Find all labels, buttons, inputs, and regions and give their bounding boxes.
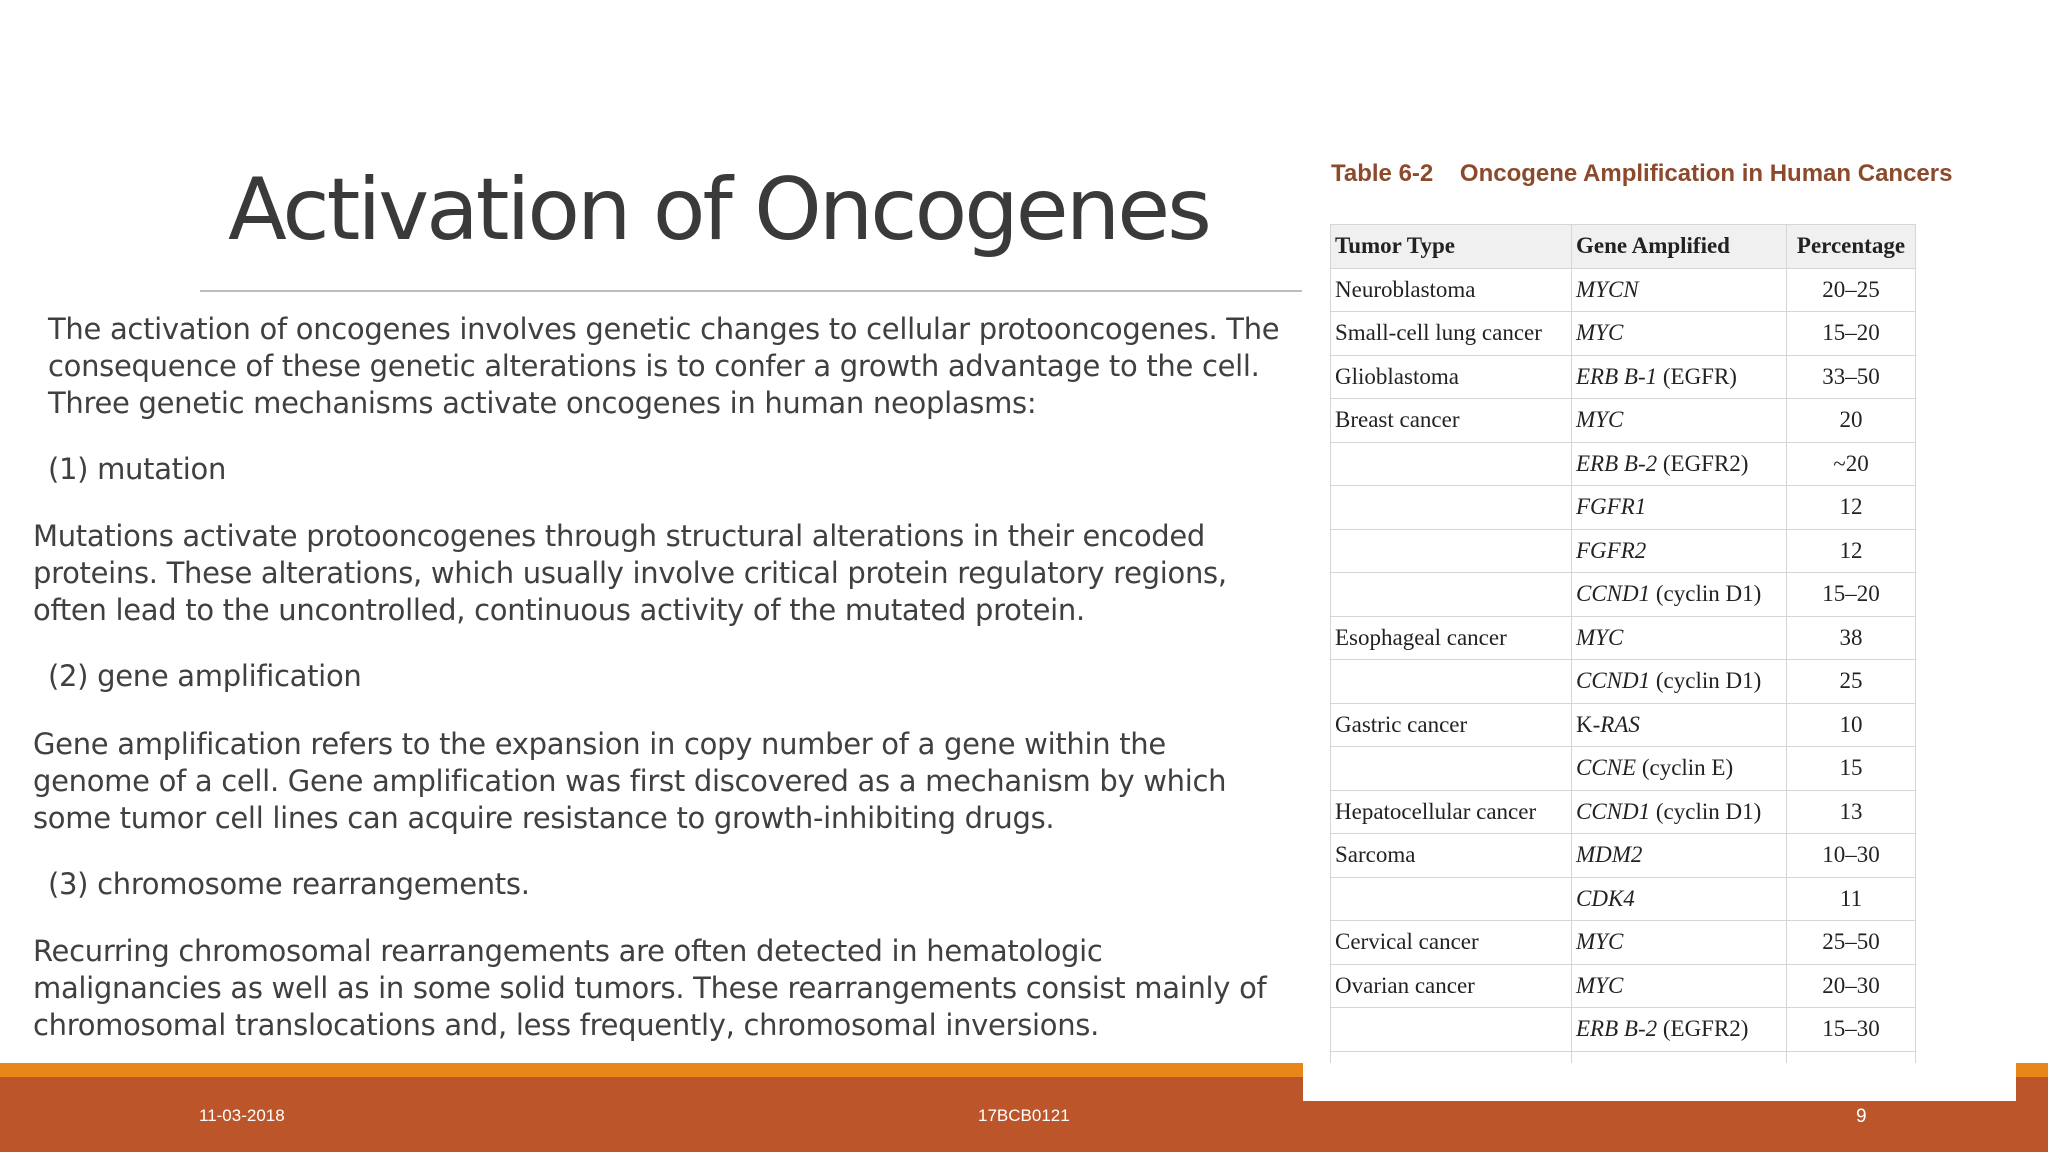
gene-name: FGFR1 [1576, 494, 1647, 520]
gene-name: MYC [1576, 320, 1624, 346]
mechanism-3-line-2: malignancies as well as in some solid tumors. These rearrangements consist mainly of [33, 971, 1267, 1005]
cell-percentage: 15 [1787, 747, 1916, 791]
cell-percentage: 13 [1787, 790, 1916, 834]
cell-tumor-type [1331, 747, 1572, 791]
cell-tumor-type [1331, 1008, 1572, 1052]
cell-tumor-type [1331, 573, 1572, 617]
mechanism-3-line-1: Recurring chromosomal rearrangements are often detected in hematologic [33, 934, 1103, 968]
cell-percentage: 25–50 [1787, 921, 1916, 965]
header-tumor-type: Tumor Type [1331, 225, 1572, 269]
cell-gene-amplified [1572, 312, 1787, 356]
table-row [1331, 399, 1916, 443]
cell-percentage: 20–30 [1787, 964, 1916, 1008]
header-gene-amplified: Gene Amplified [1572, 225, 1787, 269]
cell-tumor-type: Breast cancer [1331, 399, 1572, 443]
cell-gene-amplified [1572, 442, 1787, 486]
mechanism-1-line-2: proteins. These alterations, which usually involve critical protein regulatory regions, [33, 556, 1227, 590]
table-row [1331, 747, 1916, 791]
table-row [1331, 486, 1916, 530]
cell-gene-amplified [1572, 747, 1787, 791]
oncogene-table [1330, 224, 1916, 1095]
footer-center-text: 17BCB0121 [978, 1106, 1070, 1125]
table-row [1331, 660, 1916, 704]
gene-name: CCNE [1576, 755, 1637, 781]
cell-gene-amplified [1572, 268, 1787, 312]
footer-date: 11-03-2018 [199, 1106, 285, 1125]
gene-name: MDM2 [1576, 842, 1643, 868]
mechanism-1-line-1: Mutations activate protooncogenes through structural alterations in their encoded [33, 519, 1206, 553]
cell-tumor-type [1331, 486, 1572, 530]
gene-note: (cyclin D1) [1650, 668, 1762, 694]
gene-name: MYC [1576, 972, 1624, 998]
cell-percentage: 15–20 [1787, 573, 1916, 617]
cell-gene-amplified [1572, 877, 1787, 921]
mechanism-3-heading: (3) chromosome rearrangements. [48, 867, 530, 901]
cell-tumor-type [1331, 529, 1572, 573]
cell-gene-amplified [1572, 529, 1787, 573]
cell-tumor-type [1331, 660, 1572, 704]
table-row [1331, 703, 1916, 747]
mechanism-2-heading: (2) gene amplification [48, 659, 362, 693]
cell-tumor-type: Small-cell lung cancer [1331, 312, 1572, 356]
cell-percentage: 11 [1787, 877, 1916, 921]
table-row [1331, 834, 1916, 878]
gene-note: (cyclin D1) [1650, 798, 1762, 824]
gene-name: MYC [1576, 929, 1624, 955]
cell-percentage: 25 [1787, 660, 1916, 704]
cell-gene-amplified [1572, 355, 1787, 399]
table-row [1331, 877, 1916, 921]
cell-gene-amplified [1572, 834, 1787, 878]
table-row [1331, 1008, 1916, 1052]
cell-percentage: 12 [1787, 486, 1916, 530]
gene-name: CCND1 [1576, 668, 1651, 694]
table-row [1331, 790, 1916, 834]
intro-line-3: Three genetic mechanisms activate oncogenes in human neoplasms: [48, 386, 1037, 420]
cell-percentage: 15–20 [1787, 312, 1916, 356]
slide-title: Activation of Oncogenes [228, 160, 1209, 260]
gene-note: (EGFR) [1657, 363, 1737, 389]
mechanism-1-line-3: often lead to the uncontrolled, continuous activity of the mutated protein. [33, 593, 1085, 627]
gene-note: (EGFR2) [1657, 1016, 1749, 1042]
table-row [1331, 921, 1916, 965]
cell-gene-amplified [1572, 921, 1787, 965]
cell-gene-amplified [1572, 1008, 1787, 1052]
cell-tumor-type: Sarcoma [1331, 834, 1572, 878]
cell-gene-amplified [1572, 486, 1787, 530]
cell-gene-amplified [1572, 573, 1787, 617]
table-row [1331, 529, 1916, 573]
table-row [1331, 268, 1916, 312]
cell-gene-amplified [1572, 964, 1787, 1008]
cell-tumor-type: Cervical cancer [1331, 921, 1572, 965]
table-overflow-area [1303, 1063, 2016, 1101]
cell-tumor-type [1331, 877, 1572, 921]
cell-percentage: 20 [1787, 399, 1916, 443]
mechanism-2-line-3: some tumor cell lines can acquire resistance to growth-inhibiting drugs. [33, 801, 1055, 835]
gene-name: MYC [1576, 624, 1624, 650]
intro-line-2: consequence of these genetic alterations is to confer a growth advantage to the cell. [48, 349, 1260, 383]
table-caption: Table 6-2 Oncogene Amplification in Human Cancers [1331, 160, 1953, 187]
mechanism-2-line-2: genome of a cell. Gene amplification was first discovered as a mechanism by which [33, 764, 1227, 798]
gene-note: (cyclin E) [1636, 755, 1734, 781]
table-row [1331, 964, 1916, 1008]
gene-name: FGFR2 [1576, 537, 1647, 563]
cell-percentage: 12 [1787, 529, 1916, 573]
cell-percentage: ~20 [1787, 442, 1916, 486]
cell-gene-amplified [1572, 660, 1787, 704]
cell-percentage: 10–30 [1787, 834, 1916, 878]
header-percentage: Percentage [1787, 225, 1916, 269]
gene-name: ERB B-2 [1576, 1016, 1658, 1042]
cell-tumor-type [1331, 442, 1572, 486]
gene-name: ERB B-2 [1576, 450, 1658, 476]
cell-tumor-type: Neuroblastoma [1331, 268, 1572, 312]
title-divider [200, 290, 1302, 292]
cell-tumor-type: Hepatocellular cancer [1331, 790, 1572, 834]
gene-name: MYCN [1576, 276, 1639, 302]
cell-tumor-type: Ovarian cancer [1331, 964, 1572, 1008]
table-row [1331, 573, 1916, 617]
cell-tumor-type: Glioblastoma [1331, 355, 1572, 399]
cell-gene-amplified [1572, 703, 1787, 747]
table-row [1331, 442, 1916, 486]
footer-page-number: 9 [1856, 1106, 1867, 1127]
intro-line-1: The activation of oncogenes involves genetic changes to cellular protooncogenes. The [48, 312, 1280, 346]
gene-name: CCND1 [1576, 581, 1651, 607]
cell-percentage: 20–25 [1787, 268, 1916, 312]
cell-gene-amplified [1572, 790, 1787, 834]
cell-tumor-type: Esophageal cancer [1331, 616, 1572, 660]
cell-percentage: 10 [1787, 703, 1916, 747]
table-row [1331, 616, 1916, 660]
table-row [1331, 355, 1916, 399]
gene-name: CCND1 [1576, 798, 1651, 824]
gene-note: (cyclin D1) [1650, 581, 1762, 607]
mechanism-1-heading: (1) mutation [48, 452, 227, 486]
table-row [1331, 312, 1916, 356]
gene-name: RAS [1600, 711, 1640, 737]
cell-percentage: 15–30 [1787, 1008, 1916, 1052]
gene-prefix: K- [1576, 711, 1601, 737]
cell-gene-amplified [1572, 616, 1787, 660]
gene-name: MYC [1576, 407, 1624, 433]
cell-tumor-type: Gastric cancer [1331, 703, 1572, 747]
gene-name: ERB B-1 [1576, 363, 1658, 389]
mechanism-2-line-1: Gene amplification refers to the expansion in copy number of a gene within the [33, 727, 1166, 761]
gene-note: (EGFR2) [1657, 450, 1749, 476]
table-header-row [1331, 225, 1916, 269]
cell-gene-amplified [1572, 399, 1787, 443]
gene-name: CDK4 [1576, 885, 1635, 911]
mechanism-3-line-3: chromosomal translocations and, less frequently, chromosomal inversions. [33, 1008, 1100, 1042]
cell-percentage: 38 [1787, 616, 1916, 660]
cell-percentage: 33–50 [1787, 355, 1916, 399]
